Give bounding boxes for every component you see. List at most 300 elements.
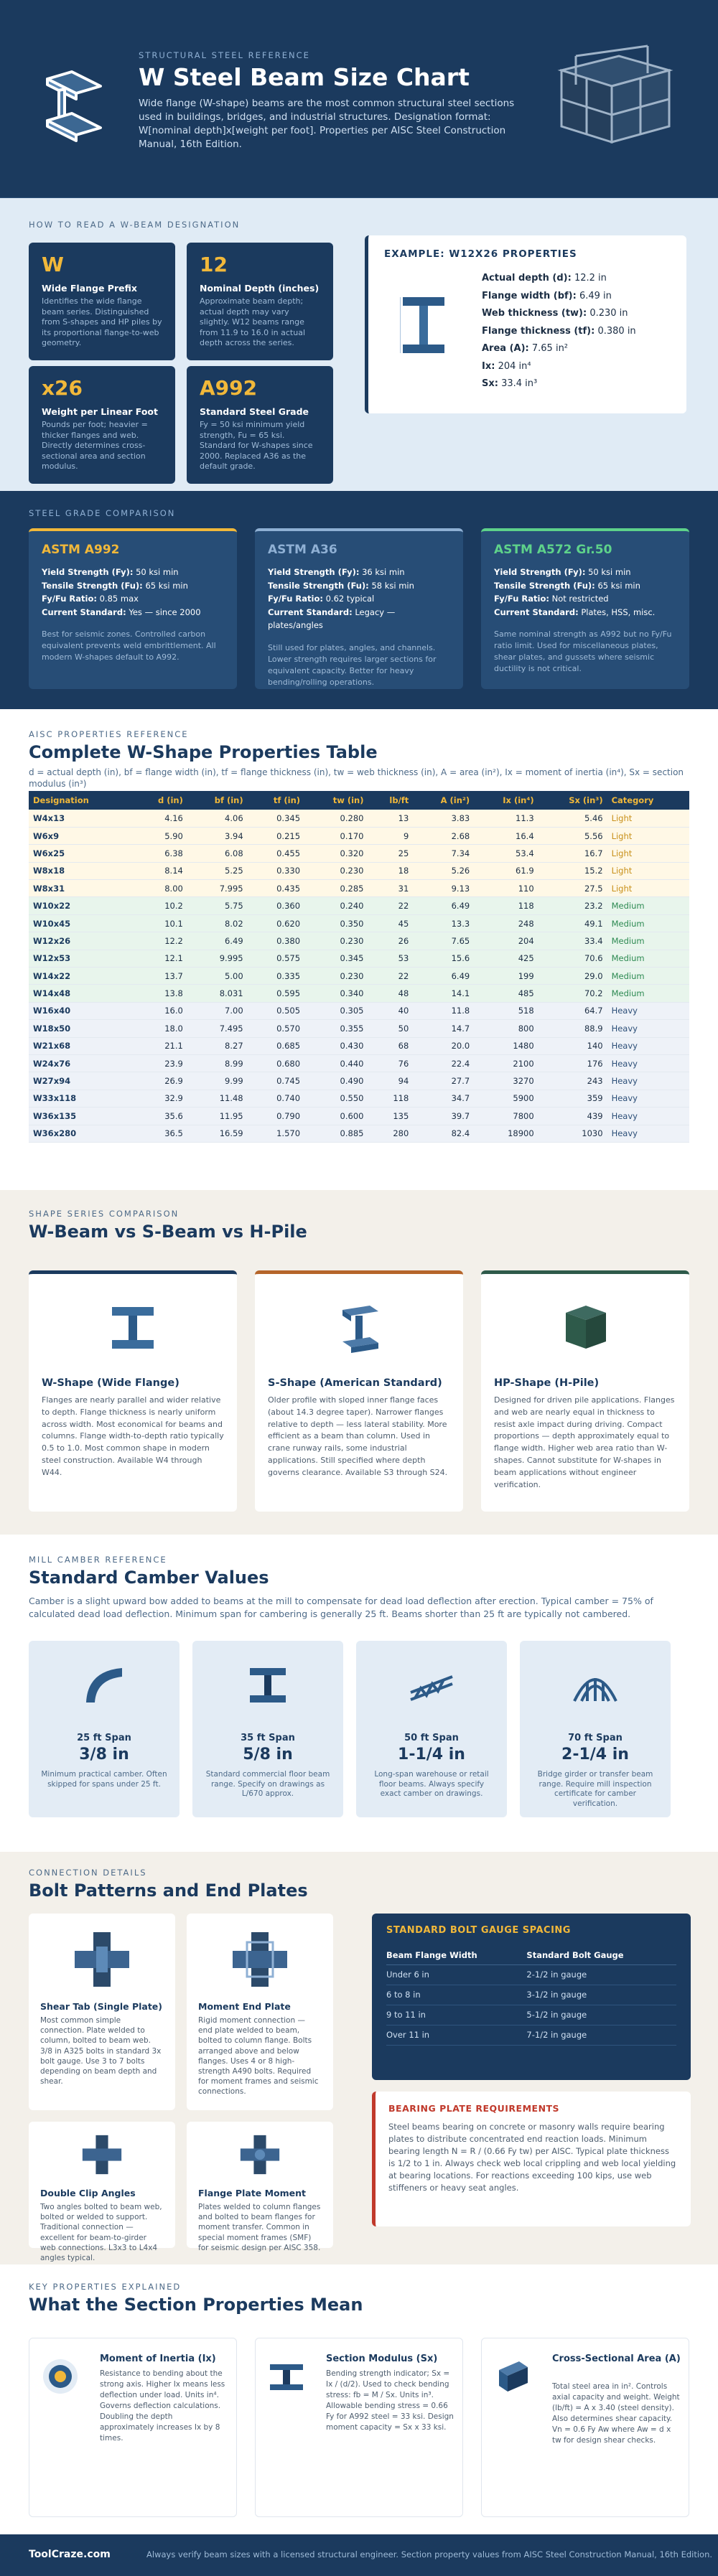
table-column-header: tw (in)	[304, 791, 368, 810]
value-cell: 5.90	[133, 827, 187, 844]
keyprop-description: Bending strength indicator; Sx = Ix / (d/2). Used to check bending stress: fb = M / Sx. Units in³. Allowable bending stress = 0.66 Fy for A992 steel = 33 ksi. Design moment capacity = Sx x 33 ksi.	[326, 2369, 454, 2432]
table-column-header: Ix (in⁴)	[474, 791, 538, 810]
bolt-gauge-cell: 5-1/2 in gauge	[526, 2005, 676, 2025]
designation-card-prefix	[29, 243, 175, 360]
value-cell: 248	[474, 914, 538, 932]
value-cell: 5.00	[187, 968, 248, 985]
curved-beam-icon	[80, 1661, 128, 1708]
category-cell: Heavy	[607, 1002, 689, 1019]
value-cell: 7800	[474, 1107, 538, 1125]
designation-big: A992	[200, 376, 258, 400]
category-cell: Light	[607, 827, 689, 844]
keyprop-card-sx	[255, 2338, 463, 2517]
value-cell: 15.6	[413, 950, 474, 967]
designation-cell: W8x31	[29, 880, 133, 897]
value-cell: 31	[368, 880, 413, 897]
category-cell: Heavy	[607, 1090, 689, 1107]
value-cell: 11.48	[187, 1090, 248, 1107]
value-cell: 0.240	[304, 897, 368, 914]
value-cell: 0.305	[304, 1002, 368, 1019]
value-cell: 0.740	[248, 1090, 304, 1107]
camber-description: Minimum practical camber. Often skipped for spans under 25 ft.	[41, 1770, 167, 1789]
bearing-text: Steel beams bearing on concrete or masonry walls require bearing plates to distribute concentrated end reaction loads. Minimum bearing length N = R / (0.66 Fy tw) per AISC. Typical plate thickness is 1/2 to 1 in. Always check web local crippling and web local yielding at bearing locations. For reactions exceeding 100 kips, use web stiffeners or heavy seat angles.	[388, 2122, 676, 2193]
shapes-kicker: SHAPE SERIES COMPARISON	[29, 1209, 180, 1219]
bolt-gauge-cell: 9 to 11 in	[386, 2005, 526, 2025]
example-prop: Sx: 33.4 in³	[482, 378, 538, 389]
value-cell: 0.745	[248, 1072, 304, 1090]
shapes-title: W-Beam vs S-Beam vs H-Pile	[29, 1222, 307, 1242]
table-row	[29, 1054, 689, 1072]
category-cell: Medium	[607, 932, 689, 950]
category-cell: Light	[607, 810, 689, 827]
shape-card-w	[29, 1270, 237, 1512]
bolt-gauge-cell: 7-1/2 in gauge	[526, 2025, 676, 2045]
camber-span: 35 ft Span	[241, 1733, 295, 1743]
value-cell: 6.49	[413, 897, 474, 914]
connection-card-end-plate	[187, 1914, 333, 2110]
value-cell: 26	[368, 932, 413, 950]
connection-description: Rigid moment connection — end plate welded to beam, bolted to column flange. Bolts arranged above and below flanges. Uses 4 or 8 high-strength A490 bolts. Required for moment frames and seismic connections.	[198, 2016, 319, 2097]
value-cell: 0.455	[248, 845, 304, 862]
value-cell: 9	[368, 827, 413, 844]
value-cell: 40	[368, 1002, 413, 1019]
bearing-plate-card	[372, 2092, 691, 2226]
grade-description: Best for seismic zones. Controlled carbon equivalent prevents weld embrittlement. All modern W-shapes default to A992.	[42, 629, 216, 662]
connection-description: Two angles bolted to beam web, bolted or welded to support. Traditional connection — excellent for beam-to-girder web connections. L3x3 to L4x4 angles typical.	[40, 2203, 162, 2263]
value-cell: 34.7	[413, 1090, 474, 1107]
category-cell: Medium	[607, 968, 689, 985]
value-cell: 485	[474, 985, 538, 1002]
designation-card-title: Standard Steel Grade	[200, 406, 309, 417]
connection-description: Plates welded to column flanges and bolted to beam flanges for moment transfer. Common in special moment frames (SMF) for seismic design per AISC 358.	[198, 2203, 321, 2252]
grade-card-a572	[481, 528, 689, 689]
value-cell: 0.345	[304, 950, 368, 967]
value-cell: 23.2	[538, 897, 607, 914]
flange-plate-icon	[238, 2133, 281, 2176]
value-cell: 94	[368, 1072, 413, 1090]
table-title: Complete W-Shape Properties Table	[29, 742, 378, 762]
designation-cell: W36x135	[29, 1107, 133, 1125]
value-cell: 11.8	[413, 1002, 474, 1019]
camber-value: 3/8 in	[79, 1746, 129, 1764]
grade-line: Current Standard: Legacy — plates/angles	[268, 606, 396, 630]
properties-table	[29, 791, 689, 1143]
designation-card-text: Identifies the wide flange beam series. Distinguished from S-shapes and HP piles by its proportional flange-to-web geometry.	[42, 296, 162, 347]
value-cell: 35.6	[133, 1107, 187, 1125]
value-cell: 0.380	[248, 932, 304, 950]
grade-line: Fy/Fu Ratio: 0.85 max	[42, 594, 139, 604]
footer-disclaimer: Always verify beam sizes with a licensed structural engineer. Section property values from AISC Steel Construction Manual, 16th Edition.	[146, 2549, 713, 2559]
camber-value: 5/8 in	[243, 1746, 293, 1764]
value-cell: 0.685	[248, 1037, 304, 1054]
designation-cell: W14x22	[29, 968, 133, 985]
value-cell: 18	[368, 862, 413, 879]
page-header	[0, 0, 718, 198]
table-row	[29, 914, 689, 932]
connection-title: Moment End Plate	[198, 2001, 291, 2012]
value-cell: 26.9	[133, 1072, 187, 1090]
grade-line: Yield Strength (Fy): 36 ksi min	[268, 567, 405, 577]
value-cell: 5900	[474, 1090, 538, 1107]
value-cell: 5.26	[413, 862, 474, 879]
example-prop: Ix: 204 in⁴	[482, 360, 531, 372]
beam-section-icon	[400, 293, 447, 357]
value-cell: 53	[368, 950, 413, 967]
category-cell: Medium	[607, 897, 689, 914]
camber-description: Long-span warehouse or retail floor beams. Always specify exact camber on drawings.	[374, 1770, 489, 1798]
connection-card-flange-plate	[187, 2122, 333, 2252]
bolt-gauge-row	[386, 1985, 676, 2005]
category-cell: Light	[607, 880, 689, 897]
value-cell: 4.06	[187, 810, 248, 827]
category-cell: Medium	[607, 950, 689, 967]
value-cell: 7.00	[187, 1002, 248, 1019]
value-cell: 176	[538, 1054, 607, 1072]
value-cell: 68	[368, 1037, 413, 1054]
designation-cell: W12x26	[29, 932, 133, 950]
designation-cell: W10x22	[29, 897, 133, 914]
floor-beam-icon	[244, 1661, 292, 1708]
keyprops-kicker: KEY PROPERTIES EXPLAINED	[29, 2282, 182, 2292]
value-cell: 118	[368, 1090, 413, 1107]
designation-card-text: Fy = 50 ksi minimum yield strength, Fu = 65 ksi. Standard for W-shapes since 2000. Replaced A36 as the default grade.	[200, 420, 313, 471]
bolt-gauge-col: Beam Flange Width	[386, 1946, 526, 1964]
category-cell: Light	[607, 862, 689, 879]
table-row	[29, 1002, 689, 1019]
value-cell: 0.345	[248, 810, 304, 827]
connection-description: Most common simple connection. Plate welded to column, bolted to beam web. 3/8 in A325 bolts in standard 3x bolt gauge. Use 3 to 7 bolts depending on beam depth and shear.	[40, 2016, 162, 2086]
keyprop-card-a	[481, 2338, 689, 2517]
camber-description: Bridge girder or transfer beam range. Require mill inspection certificate for camber verification.	[537, 1770, 653, 1808]
value-cell: 0.335	[248, 968, 304, 985]
value-cell: 0.280	[304, 810, 368, 827]
value-cell: 0.320	[304, 845, 368, 862]
value-cell: 13.8	[133, 985, 187, 1002]
table-row	[29, 968, 689, 985]
table-column-header: Category	[607, 791, 689, 810]
value-cell: 16.7	[538, 845, 607, 862]
value-cell: 5.46	[538, 810, 607, 827]
value-cell: 48	[368, 985, 413, 1002]
table-column-header: bf (in)	[187, 791, 248, 810]
keyprop-title: Moment of Inertia (Ix)	[100, 2353, 216, 2364]
grade-title: ASTM A992	[42, 543, 120, 557]
value-cell: 1480	[474, 1037, 538, 1054]
value-cell: 0.285	[304, 880, 368, 897]
designation-cell: W12x53	[29, 950, 133, 967]
value-cell: 118	[474, 897, 538, 914]
category-cell: Heavy	[607, 1054, 689, 1072]
value-cell: 12.1	[133, 950, 187, 967]
table-header-row	[29, 791, 689, 810]
value-cell: 32.9	[133, 1090, 187, 1107]
value-cell: 199	[474, 968, 538, 985]
value-cell: 0.170	[304, 827, 368, 844]
grades-kicker: STEEL GRADE COMPARISON	[29, 508, 176, 518]
value-cell: 0.230	[304, 932, 368, 950]
value-cell: 0.885	[304, 1125, 368, 1142]
value-cell: 0.355	[304, 1020, 368, 1037]
category-cell: Heavy	[607, 1020, 689, 1037]
connections-title: Bolt Patterns and End Plates	[29, 1881, 308, 1901]
keyprop-card-ix	[29, 2338, 237, 2517]
value-cell: 0.360	[248, 897, 304, 914]
example-prop: Flange width (bf): 6.49 in	[482, 290, 612, 301]
camber-card-25	[29, 1641, 180, 1817]
value-cell: 6.49	[187, 932, 248, 950]
value-cell: 359	[538, 1090, 607, 1107]
table-row	[29, 1020, 689, 1037]
designation-cell: W16x40	[29, 1002, 133, 1019]
category-cell: Medium	[607, 914, 689, 932]
designation-cell: W4x13	[29, 810, 133, 827]
value-cell: 39.7	[413, 1107, 474, 1125]
value-cell: 76	[368, 1054, 413, 1072]
value-cell: 0.440	[304, 1054, 368, 1072]
value-cell: 5.75	[187, 897, 248, 914]
grade-line: Yield Strength (Fy): 50 ksi min	[42, 567, 179, 577]
footer-brand-link[interactable]: ToolCraze.com	[29, 2549, 111, 2560]
category-cell: Heavy	[607, 1107, 689, 1125]
value-cell: 12.2	[133, 932, 187, 950]
camber-card-50	[356, 1641, 507, 1817]
value-cell: 518	[474, 1002, 538, 1019]
value-cell: 7.65	[413, 932, 474, 950]
value-cell: 0.680	[248, 1054, 304, 1072]
connection-card-clip-angles	[29, 2122, 175, 2263]
table-row	[29, 1125, 689, 1142]
value-cell: 14.7	[413, 1020, 474, 1037]
key-properties-section	[0, 2264, 718, 2534]
value-cell: 6.38	[133, 845, 187, 862]
value-cell: 439	[538, 1107, 607, 1125]
connections-kicker: CONNECTION DETAILS	[29, 1868, 147, 1878]
value-cell: 11.3	[474, 810, 538, 827]
grade-line: Current Standard: Yes — since 2000	[42, 606, 201, 617]
designation-card-title: Nominal Depth (inches)	[200, 283, 320, 294]
bolt-gauge-row	[386, 1964, 676, 1985]
value-cell: 9.99	[187, 1072, 248, 1090]
value-cell: 204	[474, 932, 538, 950]
value-cell: 425	[474, 950, 538, 967]
value-cell: 82.4	[413, 1125, 474, 1142]
grade-title: ASTM A36	[268, 543, 337, 557]
value-cell: 70.6	[538, 950, 607, 967]
category-cell: Heavy	[607, 1072, 689, 1090]
designation-card-text: Pounds per foot; heavier = thicker flanges and web. Directly determines cross-sectional area and section modulus.	[42, 420, 148, 471]
page-title: W Steel Beam Size Chart	[139, 63, 470, 91]
bolt-gauge-cell: Under 6 in	[386, 1964, 526, 1985]
table-row	[29, 950, 689, 967]
shape-title: S-Shape (American Standard)	[268, 1377, 442, 1389]
header-kicker: STRUCTURAL STEEL REFERENCE	[139, 50, 310, 60]
camber-section	[0, 1535, 718, 1852]
value-cell: 0.340	[304, 985, 368, 1002]
value-cell: 0.550	[304, 1090, 368, 1107]
designation-cell: W6x25	[29, 845, 133, 862]
steel-building-icon	[554, 42, 676, 149]
value-cell: 23.9	[133, 1054, 187, 1072]
bolt-gauge-row	[386, 2025, 676, 2045]
table-column-header: d (in)	[133, 791, 187, 810]
value-cell: 0.435	[248, 880, 304, 897]
bolt-gauge-col: Standard Bolt Gauge	[526, 1946, 676, 1964]
table-kicker: AISC PROPERTIES REFERENCE	[29, 729, 189, 739]
camber-description: Standard commercial floor beam range. Specify on drawings as L/670 approx.	[205, 1770, 330, 1798]
value-cell: 20.0	[413, 1037, 474, 1054]
connections-section	[0, 1852, 718, 2264]
grade-line: Tensile Strength (Fu): 65 ksi min	[42, 580, 188, 591]
table-row	[29, 985, 689, 1002]
designation-big: x26	[42, 376, 83, 400]
value-cell: 0.230	[304, 968, 368, 985]
camber-kicker: MILL CAMBER REFERENCE	[29, 1555, 167, 1565]
grade-line: Fy/Fu Ratio: Not restricted	[494, 594, 609, 604]
grade-line: Yield Strength (Fy): 50 ksi min	[494, 567, 631, 577]
truss-beam-icon	[408, 1661, 455, 1708]
value-cell: 7.495	[187, 1020, 248, 1037]
value-cell: 0.350	[304, 914, 368, 932]
shape-description: Designed for driven pile applications. Flanges and web are nearly equal in thickness to resist axle impact during driving. Compact proportions — depth approximately equal to flange width. Higher web area ratio than W-shapes. Cannot substitute for W-shapes in beam applications without engineer verification.	[494, 1395, 675, 1489]
designation-card-grade	[187, 366, 333, 484]
designation-cell: W10x45	[29, 914, 133, 932]
beam-strength-icon	[267, 2357, 306, 2396]
shape-card-hp	[481, 1270, 689, 1512]
category-cell: Light	[607, 845, 689, 862]
camber-value: 2-1/4 in	[561, 1746, 629, 1764]
value-cell: 88.9	[538, 1020, 607, 1037]
grade-line: Tensile Strength (Fu): 58 ksi min	[268, 580, 414, 591]
properties-table-section	[0, 709, 718, 1190]
value-cell: 0.620	[248, 914, 304, 932]
value-cell: 22	[368, 968, 413, 985]
shapes-section	[0, 1190, 718, 1535]
connection-title: Shear Tab (Single Plate)	[40, 2001, 162, 2012]
value-cell: 135	[368, 1107, 413, 1125]
designation-big: 12	[200, 253, 228, 276]
example-properties	[482, 270, 636, 393]
bolt-gauge-row	[386, 2005, 676, 2025]
value-cell: 49.1	[538, 914, 607, 932]
table-column-header: Sx (in³)	[538, 791, 607, 810]
page-footer	[0, 2534, 718, 2576]
grade-line: Tensile Strength (Fu): 65 ksi min	[494, 580, 640, 591]
table-row	[29, 880, 689, 897]
table-row	[29, 827, 689, 844]
bolt-gauge-card	[372, 1914, 691, 2080]
keyprop-title: Cross-Sectional Area (A)	[552, 2353, 681, 2364]
bolt-gauge-cell: Over 11 in	[386, 2025, 526, 2045]
value-cell: 7.34	[413, 845, 474, 862]
value-cell: 800	[474, 1020, 538, 1037]
camber-card-70	[520, 1641, 671, 1817]
designation-cell: W21x68	[29, 1037, 133, 1054]
value-cell: 3.94	[187, 827, 248, 844]
table-row	[29, 862, 689, 879]
value-cell: 2100	[474, 1054, 538, 1072]
value-cell: 13.3	[413, 914, 474, 932]
category-cell: Medium	[607, 985, 689, 1002]
value-cell: 243	[538, 1072, 607, 1090]
value-cell: 6.49	[413, 968, 474, 985]
table-column-header: A (in²)	[413, 791, 474, 810]
value-cell: 33.4	[538, 932, 607, 950]
value-cell: 10.1	[133, 914, 187, 932]
value-cell: 22.4	[413, 1054, 474, 1072]
value-cell: 0.490	[304, 1072, 368, 1090]
s-shape-icon	[334, 1303, 384, 1353]
example-prop: Area (A): 7.65 in²	[482, 343, 569, 354]
value-cell: 0.595	[248, 985, 304, 1002]
designation-card-weight	[29, 366, 175, 484]
value-cell: 1030	[538, 1125, 607, 1142]
keyprop-description: Total steel area in in². Controls axial capacity and weight. Weight (lb/ft) = A x 3.40 (steel density). Also determines shear capacity. Vn = 0.6 Fy Aw where Aw = d x tw for design shear checks.	[552, 2382, 680, 2445]
target-icon	[41, 2357, 80, 2396]
bolt-gauge-table	[386, 1946, 676, 2046]
value-cell: 13	[368, 810, 413, 827]
value-cell: 18.0	[133, 1020, 187, 1037]
camber-title: Standard Camber Values	[29, 1568, 269, 1588]
value-cell: 8.02	[187, 914, 248, 932]
value-cell: 5.25	[187, 862, 248, 879]
bolt-gauge-title: STANDARD BOLT GAUGE SPACING	[386, 1925, 571, 1936]
bolt-gauge-cell: 6 to 8 in	[386, 1985, 526, 2005]
category-cell: Heavy	[607, 1037, 689, 1054]
grade-line: Current Standard: Plates, HSS, misc.	[494, 606, 656, 617]
value-cell: 16.59	[187, 1125, 248, 1142]
value-cell: 25	[368, 845, 413, 862]
example-prop: Flange thickness (tf): 0.380 in	[482, 325, 636, 337]
example-title: EXAMPLE: W12X26 PROPERTIES	[384, 248, 577, 260]
table-row	[29, 810, 689, 827]
designation-card-depth	[187, 243, 333, 360]
value-cell: 140	[538, 1037, 607, 1054]
table-row	[29, 897, 689, 914]
value-cell: 70.2	[538, 985, 607, 1002]
grade-description: Same nominal strength as A992 but no Fy/Fu ratio limit. Used for miscellaneous plates, shear plates, and gussets where seismic ductility is not critical.	[494, 629, 672, 673]
designation-kicker: HOW TO READ A W-BEAM DESIGNATION	[29, 220, 241, 230]
designation-card-title: Wide Flange Prefix	[42, 283, 137, 294]
value-cell: 0.600	[304, 1107, 368, 1125]
designation-section	[0, 198, 718, 491]
value-cell: 22	[368, 897, 413, 914]
camber-note: Camber is a slight upward bow added to beams at the mill to compensate for dead load deflection after erection. Typical camber = 75% of calculated dead load deflection. Minimum span for cambering is generally 25 ft. Beams shorter than 25 ft are typically not cambered.	[29, 1596, 653, 1619]
value-cell: 0.330	[248, 862, 304, 879]
value-cell: 9.995	[187, 950, 248, 967]
grade-card-a36	[255, 528, 463, 689]
table-row	[29, 1107, 689, 1125]
value-cell: 5.56	[538, 827, 607, 844]
table-column-header: Designation	[29, 791, 133, 810]
value-cell: 0.570	[248, 1020, 304, 1037]
value-cell: 16.0	[133, 1002, 187, 1019]
table-row	[29, 1072, 689, 1090]
camber-card-35	[192, 1641, 343, 1817]
table-column-header: tf (in)	[248, 791, 304, 810]
value-cell: 9.13	[413, 880, 474, 897]
shape-title: W-Shape (Wide Flange)	[42, 1377, 180, 1389]
value-cell: 2.68	[413, 827, 474, 844]
bolt-gauge-cell: 3-1/2 in gauge	[526, 1985, 676, 2005]
grade-description: Still used for plates, angles, and channels. Lower strength requires larger sections for equivalent capacity. Better for heavy bending/rolling operations.	[268, 642, 437, 687]
connection-card-shear-tab	[29, 1914, 175, 2110]
clip-angle-icon	[80, 2133, 123, 2176]
value-cell: 8.031	[187, 985, 248, 1002]
shear-tab-icon	[72, 1929, 132, 1990]
category-cell: Heavy	[607, 1125, 689, 1142]
grade-title: ASTM A572 Gr.50	[494, 543, 612, 557]
value-cell: 0.215	[248, 827, 304, 844]
